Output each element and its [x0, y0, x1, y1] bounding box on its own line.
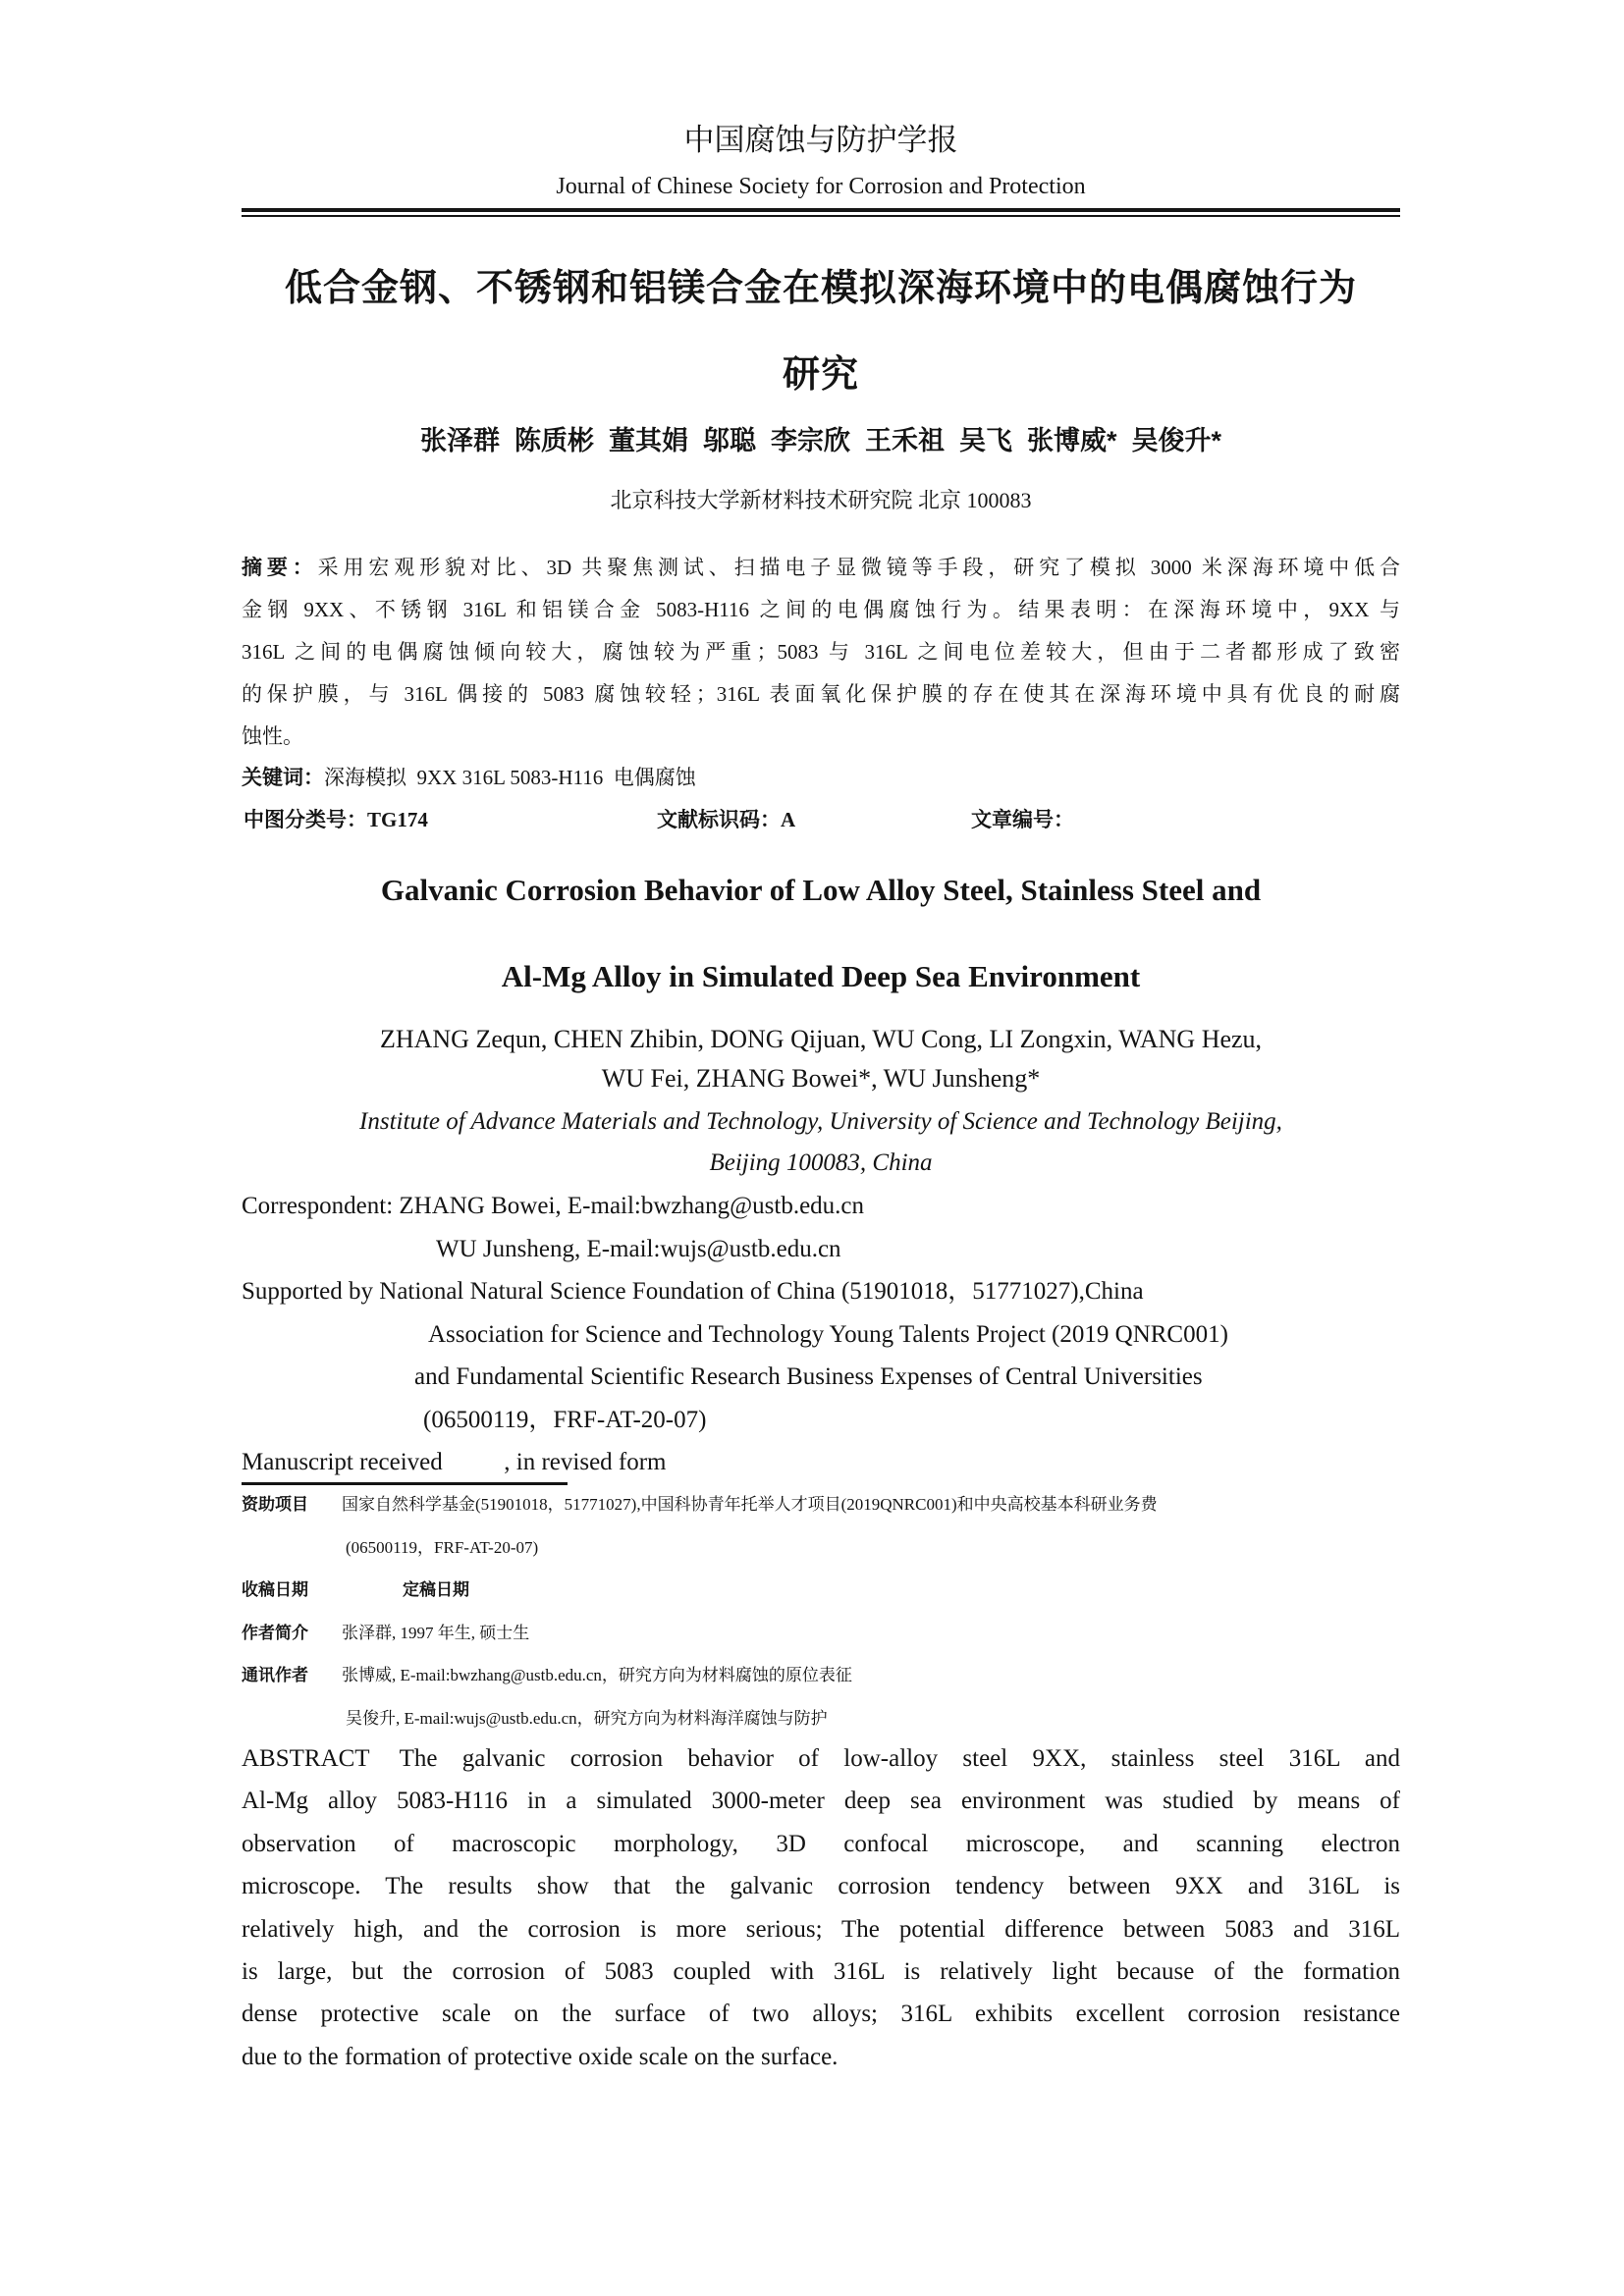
- correspondent-line2: WU Junsheng, E-mail:wujs@ustb.edu.cn: [436, 1235, 841, 1262]
- footnote-support: [242, 1483, 1400, 1526]
- text-line: is large, but the corrosion of 5083 coupled with 316L is relatively light because of the formation: [242, 1958, 1400, 1986]
- clc-number: [244, 800, 428, 840]
- affiliation-en-line1: Institute of Advance Materials and Technology, University of Science and Technology Beijing,: [359, 1108, 1282, 1135]
- journal-title-en: Journal of Chinese Society for Corrosion and Protection: [556, 174, 1086, 199]
- keywords-row: [242, 758, 1400, 798]
- header-double-rule: [242, 208, 1400, 217]
- footnote-corr-label: 通讯作者: [242, 1666, 308, 1685]
- abstract-cn: [242, 547, 1400, 758]
- correspondence-notes: [242, 1185, 1400, 1484]
- footnote-corr-text2: 吴俊升, E-mail:wujs@ustb.edu.cn，研究方向为材料海洋腐蚀与防护: [346, 1708, 828, 1728]
- clc-label: 中图分类号：: [244, 809, 367, 831]
- text-line: observation of macroscopic morphology, 3D confocal microscope, and scanning electron: [242, 1830, 1400, 1857]
- text-line: due to the formation of protective oxide scale on the surface.: [242, 2043, 839, 2070]
- funding-line3: and Fundamental Scientific Research Business Expenses of Central Universities: [414, 1363, 1203, 1390]
- document-code: [657, 800, 795, 840]
- document-code-label: 文献标识码：: [657, 809, 781, 831]
- text-line: 316L 之间的电偶腐蚀倾向较大，腐蚀较为严重；5083 与 316L 之间电位差较大，但由于二者都形成了致密: [242, 640, 1400, 664]
- footnote-support-label: 资助项目: [242, 1495, 308, 1514]
- footnote-bio: [242, 1612, 1400, 1655]
- text-line: Al-Mg alloy 5083-H116 in a simulated 3000-meter deep sea environment was studied by means of: [242, 1788, 1400, 1815]
- funding-line4: (06500119，FRF-AT-20-07): [423, 1406, 707, 1433]
- affiliation-en: [242, 1101, 1400, 1184]
- article-number-label: 文章编号：: [971, 809, 1074, 831]
- authors-en-line2: WU Fei, ZHANG Bowei*, WU Junsheng*: [601, 1064, 1041, 1093]
- clc-value: TG174: [367, 808, 428, 831]
- text-line: microscope. The results show that the galvanic corrosion tendency between 9XX and 316L is: [242, 1873, 1400, 1900]
- abstract-cn-first-line: [242, 547, 1400, 589]
- journal-title-cn: 中国腐蚀与防护学报: [683, 123, 958, 157]
- correspondent-line: Correspondent: ZHANG Bowei, E-mail:bwzhang@ustb.edu.cn: [242, 1193, 865, 1219]
- footnote-corresponding: [242, 1654, 1400, 1697]
- abstract-cn-text: 采用宏观形貌对比、3D 共聚焦测试、扫描电子显微镜等手段，研究了模拟 3000 米深海环境中低合: [317, 556, 1401, 579]
- affiliation-cn: 北京科技大学新材料技术研究院 北京 100083: [610, 488, 1032, 512]
- footnote-bio-label: 作者简介: [242, 1623, 308, 1642]
- abstract-cn-label: 摘要：: [242, 557, 318, 579]
- keywords-label: 关键词：: [242, 767, 324, 789]
- abstract-en-text: The galvanic corrosion behavior of low-alloy steel 9XX, stainless steel 316L and: [399, 1745, 1400, 1772]
- text-line: relatively high, and the corrosion is more serious; The potential difference between 5083 and 316L: [242, 1915, 1400, 1943]
- text-line: 的保护膜，与 316L 偶接的 5083 腐蚀较轻；316L 表面氧化保护膜的存在使其在深海环境中具有优良的耐腐: [242, 682, 1400, 706]
- article-title-cn: [242, 245, 1400, 418]
- abstract-en: [242, 1737, 1400, 2078]
- article-title-cn-line1: 低合金钢、不锈钢和铝镁合金在模拟深海环境中的电偶腐蚀行为: [284, 268, 1357, 309]
- footnote-corresponding2: [242, 1697, 1400, 1740]
- footnote-bio-text: 张泽群, 1997 年生, 硕士生: [342, 1623, 530, 1642]
- authors-cn: 张泽群 陈质彬 董其娟 邬聪 李宗欣 王禾祖 吴飞 张博威* 吴俊升*: [419, 426, 1222, 455]
- authors-en-line1: ZHANG Zequn, CHEN Zhibin, DONG Qijuan, WU Cong, LI Zongxin, WANG Hezu,: [379, 1025, 1263, 1053]
- authors-en: [242, 1020, 1400, 1098]
- footnote-dates: [242, 1569, 1400, 1612]
- text-line: dense protective scale on the surface of two alloys; 316L exhibits excellent corrosion resistance: [242, 2001, 1400, 2028]
- abstract-en-first-line: [242, 1737, 1400, 1780]
- footnote-corr-text: 张博威, E-mail:bwzhang@ustb.edu.cn，研究方向为材料腐蚀的原位表征: [342, 1666, 852, 1685]
- funding-line2: Association for Science and Technology Young Talents Project (2019 QNRC001): [428, 1320, 1228, 1348]
- article-title-en-line2: Al-Mg Alloy in Simulated Deep Sea Environment: [501, 959, 1141, 993]
- document-code-value: A: [781, 808, 796, 831]
- footnote-support-cont: [242, 1526, 1400, 1570]
- text-line: 金钢 9XX、不锈钢 316L 和铝镁合金 5083-H116 之间的电偶腐蚀行为。结果表明：在深海环境中，9XX 与: [242, 598, 1400, 621]
- footnote-finalized-label: 定稿日期: [403, 1580, 469, 1600]
- article-number: [971, 800, 1074, 840]
- article-title-cn-line2: 研究: [782, 354, 859, 396]
- affiliation-en-line2: Beijing 100083, China: [709, 1149, 933, 1176]
- manuscript-received-line: Manuscript received , in revised form: [242, 1449, 667, 1475]
- text-line: 蚀性。: [242, 724, 303, 748]
- keywords-text: 深海模拟 9XX 316L 5083-H116 电偶腐蚀: [324, 766, 696, 789]
- abstract-en-label: ABSTRACT: [242, 1745, 370, 1772]
- article-title-en: [242, 847, 1400, 1020]
- footnote-received-label: 收稿日期: [242, 1580, 308, 1600]
- article-title-en-line1: Galvanic Corrosion Behavior of Low Alloy Steel, Stainless Steel and: [380, 873, 1262, 907]
- footnote-support-text: 国家自然科学基金(51901018，51771027),中国科协青年托举人才项目(2019QNRC001)和中央高校基本科研业务费: [342, 1495, 1158, 1514]
- funding-line1: Supported by National Natural Science Foundation of China (51901018，51771027),China: [242, 1278, 1144, 1305]
- footnote-support-text2: (06500119，FRF-AT-20-07): [346, 1537, 539, 1557]
- footnote-block: [242, 1483, 1400, 1740]
